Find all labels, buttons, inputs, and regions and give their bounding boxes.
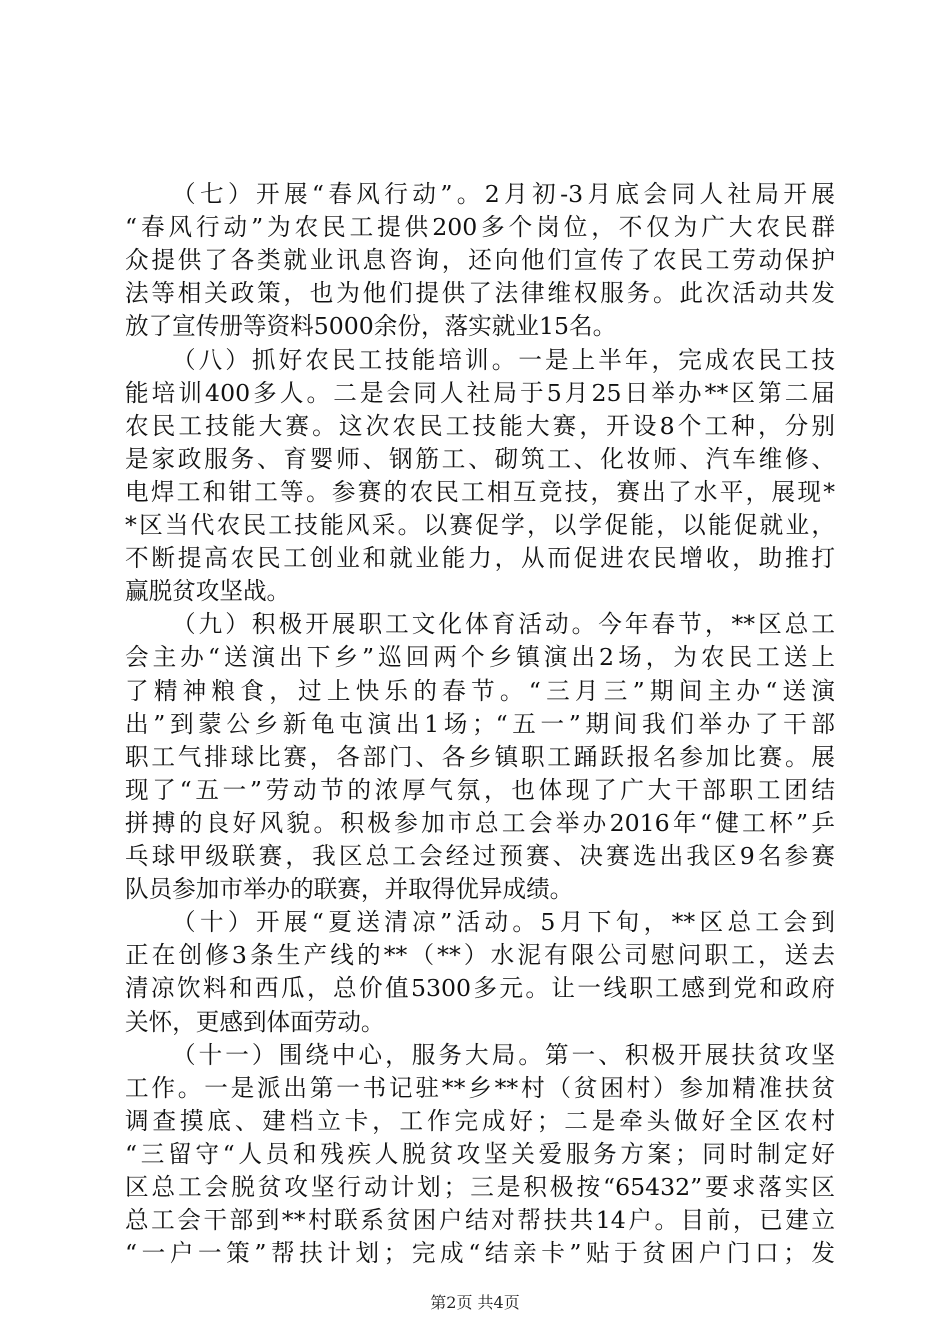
text-line: 会主办“送演出下乡”巡回两个乡镇演出2场，为农民工送上 [125,643,835,672]
text-line: 是家政服务、育婴师、钢筋工、砌筑工、化妆师、汽车维修、 [125,444,835,473]
text-line: 法等相关政策，也为他们提供了法律维权服务。此次活动共发 [125,279,835,308]
text-line: 农民工技能大赛。这次农民工技能大赛，开设8个工种，分别 [125,411,835,440]
text-line: “三留守“人员和残疾人脱贫攻坚关爱服务方案；同时制定好 [125,1139,835,1168]
text-line: （十一）围绕中心，服务大局。第一、积极开展扶贫攻坚 [172,1040,835,1069]
text-line: 清凉饮料和西瓜，总价值5300多元。让一线职工感到党和政府 [125,974,835,1003]
text-line: 不断提高农民工创业和就业能力，从而促进农民增收，助推打 [125,544,835,573]
text-line: （九）积极开展职工文化体育活动。今年春节，**区总工 [172,610,835,639]
text-line: 队员参加市举办的联赛，并取得优异成绩。 [125,875,574,904]
text-line: “春风行动”为农民工提供200多个岗位，不仅为广大农民群 [125,213,835,242]
text-line: 调查摸底、建档立卡，工作完成好；二是牵头做好全区农村 [125,1106,835,1135]
text-line: *区当代农民工技能风采。以赛促学，以学促能，以能促就业， [125,511,835,539]
text-line: 电焊工和钳工等。参赛的农民工相互竞技，赛出了水平，展现* [125,477,835,506]
text-line: “一户一策”帮扶计划；完成“结亲卡”贴于贫困户门口；发 [125,1239,835,1268]
text-line: 区总工会脱贫攻坚行动计划；三是积极按“65432”要求落实区 [125,1173,835,1201]
text-line: （七）开展“春风行动”。2月初-3月底会同人社局开展 [172,180,835,208]
text-line: 现了“五一”劳动节的浓厚气氛，也体现了广大干部职工团结 [125,775,835,804]
text-line: 正在创修3条生产线的**（**）水泥有限公司慰问职工，送去 [125,941,835,970]
page-number-footer: 第2页 共4页 [430,1293,520,1312]
text-line: 了精神粮食，过上快乐的春节。“三月三”期间主办“送演 [125,676,835,705]
text-line: 乓球甲级联赛，我区总工会经过预赛、决赛选出我区9名参赛 [125,842,835,870]
text-line: 总工会干部到**村联系贫困户结对帮扶共14户。目前，已建立 [125,1206,835,1235]
text-line: 工作。一是派出第一书记驻**乡**村（贫困村）参加精准扶贫 [125,1073,835,1102]
text-line: （十）开展“夏送清凉”活动。5月下旬，**区总工会到 [172,908,835,937]
text-line: 赢脱贫攻坚战。 [125,577,291,606]
text-line: （八）抓好农民工技能培训。一是上半年，完成农民工技 [172,345,835,374]
text-line: 众提供了各类就业讯息咨询，还向他们宣传了农民工劳动保护 [125,246,835,275]
text-line: 关怀，更感到体面劳动。 [125,1007,385,1036]
text-line: 放了宣传册等资料5000余份，落实就业15名。 [125,312,617,341]
text-line: 拼搏的良好风貌。积极参加市总工会举办2016年“健工杯”乒 [125,808,835,837]
text-line: 职工气排球比赛，各部门、各乡镇职工踊跃报名参加比赛。展 [125,742,835,771]
text-line: 能培训400多人。二是会同人社局于5月25日举办**区第二届 [125,378,835,407]
text-line: 出”到蒙公乡新龟屯演出1场；“五一”期间我们举办了干部 [125,709,835,738]
